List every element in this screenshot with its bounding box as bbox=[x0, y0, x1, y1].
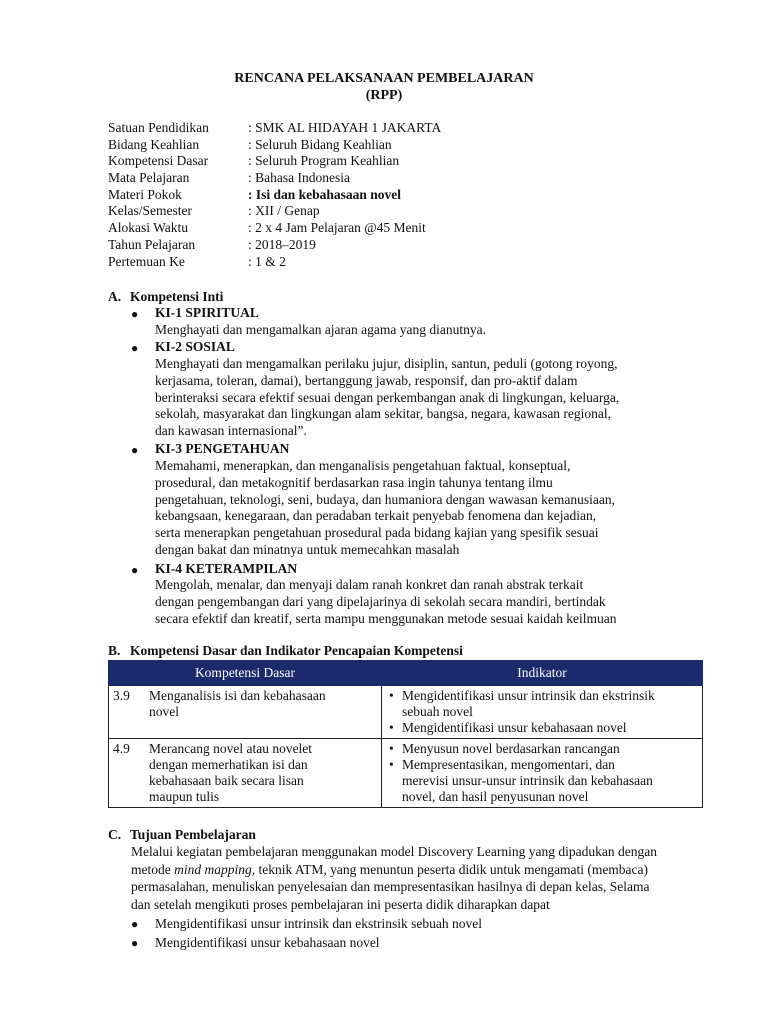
ki2-title: KI-2 SOSIAL bbox=[155, 339, 235, 354]
bullet-icon: ● bbox=[131, 443, 139, 457]
indikator-cell bbox=[382, 739, 703, 808]
text-line: novel bbox=[149, 704, 179, 719]
bullet-icon: ● bbox=[131, 341, 139, 355]
identity-label: Satuan Pendidikan bbox=[108, 120, 209, 135]
section-title: Kompetensi Inti bbox=[130, 289, 224, 304]
bullet-icon: ● bbox=[131, 917, 139, 931]
ki4-text bbox=[155, 577, 715, 627]
indikator-item bbox=[386, 688, 698, 720]
text-line: dengan memerhatikan isi dan bbox=[149, 757, 308, 772]
text-line: permasalahan, menuliskan penyelesaian dan mempresentasikan hasilnya di depan kelas, Selama bbox=[131, 879, 650, 894]
bullet-icon: ● bbox=[131, 307, 139, 321]
ki1-title: KI-1 SPIRITUAL bbox=[155, 305, 259, 320]
indikator-item bbox=[386, 741, 698, 757]
text-line: • Menyusun novel berdasarkan rancangan bbox=[402, 741, 620, 756]
text-line: dengan bakat dan minatnya untuk memecahkan masalah bbox=[155, 541, 460, 557]
text-line: • Mempresentasikan, mengomentari, dan bbox=[402, 757, 615, 772]
text-line: novel, dan hasil penyusunan novel bbox=[402, 789, 589, 804]
document-subtitle: (RPP) bbox=[365, 88, 403, 103]
identity-block bbox=[108, 120, 441, 270]
indikator-item bbox=[386, 757, 698, 805]
indikator-cell bbox=[382, 686, 703, 739]
text-line: secara efektif dan kreatif, serta mampu menggunakan metode sesuai kaidah keilmuan bbox=[155, 610, 617, 626]
kd-number: 4.9 bbox=[109, 739, 146, 808]
text-line bbox=[131, 861, 657, 879]
ki3-text bbox=[155, 458, 715, 559]
text-line: pengetahuan, teknologi, seni, budaya, dan humaniora dengan wawasan kemanusiaan, bbox=[155, 491, 615, 507]
identity-value: : 1 & 2 bbox=[248, 253, 286, 269]
ki4-title: KI-4 KETERAMPILAN bbox=[155, 561, 298, 576]
text-fragment: , teknik ATM, yang menuntun peserta didik untuk mengamati (membaca) bbox=[251, 861, 649, 877]
text-line: maupun tulis bbox=[149, 789, 220, 804]
identity-row bbox=[108, 203, 441, 220]
document-title: RENCANA PELAKSANAAN PEMBELAJARAN bbox=[234, 71, 534, 86]
section-a-heading bbox=[108, 289, 223, 305]
identity-row bbox=[108, 137, 441, 154]
identity-label: Pertemuan Ke bbox=[108, 253, 185, 269]
kd-description bbox=[145, 686, 382, 739]
table-header-row bbox=[109, 661, 703, 686]
identity-row bbox=[108, 170, 441, 187]
section-letter: A. bbox=[108, 289, 122, 304]
kompetensi-table bbox=[108, 660, 703, 808]
identity-value: : Seluruh Program Keahlian bbox=[248, 153, 400, 169]
identity-value: : Seluruh Bidang Keahlian bbox=[248, 136, 392, 152]
text-line: berinteraksi secara efektif sesuai dengan perkembangan anak di lingkungan, keluarga, bbox=[155, 389, 620, 405]
text-line: dan setelah mengikuti proses pembelajaran ini peserta didik diharapkan dapat bbox=[131, 896, 550, 912]
section-b-heading bbox=[108, 643, 463, 659]
tujuan-bullet-item bbox=[131, 916, 482, 932]
identity-value: : SMK AL HIDAYAH 1 JAKARTA bbox=[248, 120, 442, 135]
tujuan-bullet-item bbox=[131, 935, 380, 951]
identity-row bbox=[108, 237, 441, 254]
bullet-icon: ● bbox=[131, 563, 139, 577]
ki2-text bbox=[155, 356, 715, 440]
ki3-title: KI-3 PENGETAHUAN bbox=[155, 441, 290, 456]
text-line: merevisi unsur-unsur intrinsik dan kebahasaan bbox=[402, 773, 653, 788]
identity-value: : 2 x 4 Jam Pelajaran @45 Menit bbox=[248, 220, 426, 236]
text-line: kebahasaan baik secara lisan bbox=[149, 773, 304, 788]
identity-row bbox=[108, 254, 441, 271]
section-letter: B. bbox=[108, 643, 121, 658]
text-fragment-italic: mind mapping bbox=[174, 861, 252, 877]
identity-label: Mata Pelajaran bbox=[108, 170, 190, 186]
identity-row bbox=[108, 187, 441, 204]
table-row bbox=[109, 686, 703, 739]
identity-value: : XII / Genap bbox=[248, 203, 320, 219]
kd-number: 3.9 bbox=[109, 686, 146, 739]
text-line: Menghayati dan mengamalkan ajaran agama yang dianutnya. bbox=[155, 322, 486, 337]
identity-label: Kompetensi Dasar bbox=[108, 153, 209, 169]
kd-description bbox=[145, 739, 382, 808]
text-line: Melalui kegiatan pembelajaran menggunakan model Discovery Learning yang dipadukan dengan bbox=[131, 844, 657, 859]
text-line: serta menerapkan pengetahuan prosedural pada bidang kajian yang spesifik sesuai bbox=[155, 525, 599, 541]
identity-row bbox=[108, 220, 441, 237]
text-line: • Mengidentifikasi unsur kebahasaan novel bbox=[402, 720, 627, 735]
bullet-icon: ● bbox=[131, 936, 139, 950]
indikator-item bbox=[386, 720, 698, 736]
identity-row bbox=[108, 120, 441, 137]
tujuan-paragraph bbox=[131, 843, 657, 913]
section-title: Tujuan Pembelajaran bbox=[130, 827, 256, 842]
header-indikator: Indikator bbox=[382, 661, 703, 686]
text-line: Menganalisis isi dan kebahasaan bbox=[149, 688, 326, 703]
table-row bbox=[109, 739, 703, 808]
text-line: Merancang novel atau novelet bbox=[149, 741, 313, 756]
header-kompetensi-dasar: Kompetensi Dasar bbox=[109, 661, 382, 686]
text-fragment: metode bbox=[131, 861, 175, 877]
identity-label: Alokasi Waktu bbox=[108, 220, 189, 236]
identity-label: Materi Pokok bbox=[108, 186, 182, 202]
text-line: Menghayati dan mengamalkan perilaku jujur, disiplin, santun, peduli (gotong royong, bbox=[155, 356, 618, 371]
bullet-text: Mengidentifikasi unsur intrinsik dan ekstrinsik sebuah novel bbox=[155, 916, 482, 931]
section-title: Kompetensi Dasar dan Indikator Pencapaian Kompetensi bbox=[130, 643, 463, 658]
bullet-text: Mengidentifikasi unsur kebahasaan novel bbox=[155, 935, 380, 950]
text-line: • Mengidentifikasi unsur intrinsik dan ekstrinsik bbox=[402, 688, 655, 703]
text-line: kebangsaan, kenegaraan, dan peradaban terkait penyebab fenomena dan kejadian, bbox=[155, 508, 597, 524]
identity-value: : Isi dan kebahasaan novel bbox=[248, 186, 402, 202]
text-line: Mengolah, menalar, dan menyaji dalam ranah konkret dan ranah abstrak terkait bbox=[155, 577, 584, 592]
ki1-text bbox=[155, 322, 715, 339]
identity-label: Tahun Pelajaran bbox=[108, 236, 196, 252]
text-line: Memahami, menerapkan, dan menganalisis pengetahuan faktual, konseptual, bbox=[155, 458, 571, 473]
identity-value: : Bahasa Indonesia bbox=[248, 170, 350, 186]
text-line: sekolah, masyarakat dan lingkungan alam sekitar, bangsa, negara, kawasan regional, bbox=[155, 406, 612, 422]
text-line: dan kawasan internasional”. bbox=[155, 423, 307, 439]
identity-value: : 2018–2019 bbox=[248, 236, 316, 252]
text-line: prosedural, dan metakognitif berdasarkan rasa ingin tahunya tentang ilmu bbox=[155, 474, 553, 490]
section-letter: C. bbox=[108, 827, 122, 842]
text-line: dengan pengembangan dari yang dipelajarinya di sekolah secara mandiri, bertindak bbox=[155, 593, 606, 609]
identity-label: Bidang Keahlian bbox=[108, 136, 200, 152]
text-line: sebuah novel bbox=[402, 704, 473, 719]
text-line: kerjasama, toleran, damai), bertanggung jawab, responsif, dan pro-aktif dalam bbox=[155, 372, 578, 388]
identity-label: Kelas/Semester bbox=[108, 203, 192, 219]
section-c-heading bbox=[108, 827, 256, 843]
identity-row bbox=[108, 153, 441, 170]
